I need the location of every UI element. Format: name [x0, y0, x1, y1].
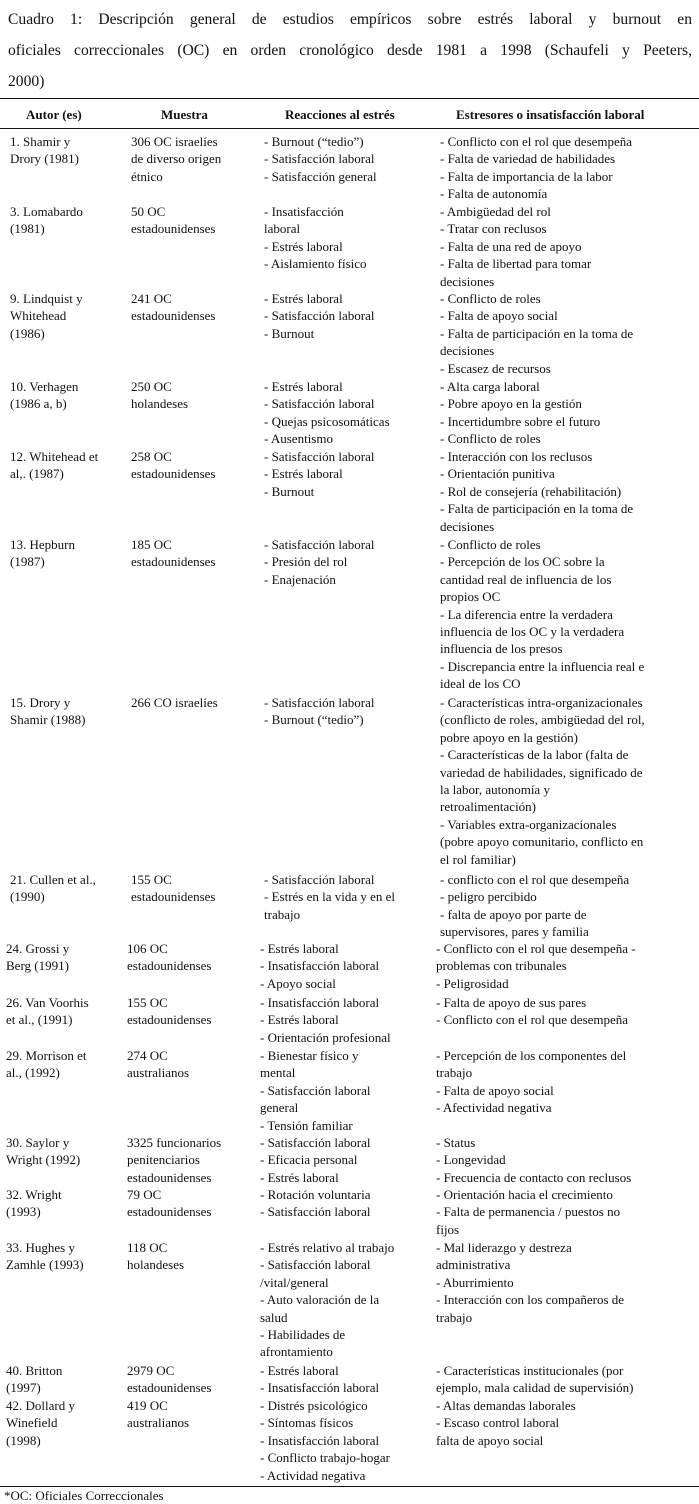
cell-line: (1993): [6, 1204, 41, 1220]
cell-line: ideal de los CO: [440, 676, 521, 692]
cell-line: - Estrés laboral: [264, 291, 343, 306]
cell-line: de diverso origen: [131, 151, 222, 167]
cell-line: 419 OC: [127, 1398, 168, 1413]
cell-line: variedad de habilidades, significado de: [440, 764, 643, 780]
sample-cell: [131, 378, 255, 413]
author-cell: [6, 994, 118, 1029]
cell-line: fijos: [436, 1221, 460, 1237]
cell-line: 9. Lindquist y: [10, 291, 83, 306]
cell-line: - Peligrosidad: [436, 975, 509, 991]
reactions-cell: [264, 378, 432, 448]
cell-line: - Características intra-organizacionales: [440, 695, 643, 710]
cell-line: mental: [260, 1065, 296, 1081]
cell-line: 26. Van Voorhis: [6, 995, 89, 1010]
cell-line: 42. Dollard y: [6, 1398, 75, 1413]
cell-line: decisiones: [440, 273, 495, 289]
cell-line: 118 OC: [127, 1240, 168, 1255]
cell-line: retroalimentación): [440, 799, 537, 815]
reactions-cell: [264, 133, 432, 185]
cell-line: (1986): [10, 325, 45, 341]
cell-line: salud: [260, 1309, 288, 1325]
author-cell: [6, 1186, 118, 1221]
stressors-cell: [436, 1134, 692, 1186]
author-cell: [6, 1134, 118, 1169]
sample-cell: [127, 940, 251, 975]
header-estresores: Estresores o insatisfacción laboral: [456, 107, 645, 122]
sample-cell: [127, 1362, 251, 1397]
cell-line: - Rol de consejería (rehabilitación): [440, 483, 622, 499]
cell-line: - Escaso control laboral: [436, 1415, 560, 1431]
cell-line: laboral: [264, 221, 301, 237]
cell-line: (1998): [6, 1432, 41, 1448]
sample-cell: [131, 448, 255, 483]
reactions-cell: [260, 994, 428, 1046]
cell-line: - Insatisfacción: [264, 204, 344, 219]
cell-line: 33. Hughes y: [6, 1240, 75, 1255]
cell-line: (conflicto de roles, ambigüedad del rol,: [440, 712, 645, 728]
cell-line: al,. (1987): [10, 466, 64, 482]
cell-line: estadounidenses: [127, 1204, 212, 1220]
cell-line: - Mal liderazgo y destreza: [436, 1240, 572, 1255]
cell-line: - Percepción de los componentes del: [436, 1048, 627, 1063]
reactions-cell: [264, 448, 432, 500]
cell-line: - Satisfacción laboral: [264, 872, 375, 887]
cell-line: - Satisfacción laboral: [260, 1135, 371, 1150]
cell-line: - Aislamiento físico: [264, 256, 367, 272]
cell-line: - Orientación profesional: [260, 1029, 391, 1045]
reactions-cell: [260, 1239, 428, 1361]
cell-line: (1986 a, b): [10, 396, 67, 412]
cell-line: - Eficacia personal: [260, 1152, 358, 1168]
author-cell: [6, 1397, 118, 1449]
stressors-cell: [436, 1186, 692, 1238]
cell-line: supervisores, pares y familia: [440, 924, 589, 940]
cell-line: - Falta de una red de apoyo: [440, 238, 582, 254]
reactions-cell: [264, 203, 432, 273]
author-cell: [6, 1239, 118, 1274]
caption-line: oficiales correccionales (OC) en orden cronológico desde 1981 a 1998 (Schaufeli y Peeters,: [8, 42, 692, 59]
stressors-cell: [440, 871, 696, 941]
sample-cell: [131, 203, 255, 238]
cell-line: 50 OC: [131, 204, 166, 219]
cell-line: - Apoyo social: [260, 975, 336, 991]
stressors-cell: [436, 1047, 692, 1117]
stressors-cell: [436, 1362, 692, 1397]
cell-line: estadounidenses: [131, 221, 216, 237]
sample-cell: [131, 871, 255, 906]
cell-line: - Conflicto de roles: [440, 537, 541, 552]
stressors-cell: [436, 1239, 692, 1326]
stressors-cell: [436, 994, 692, 1029]
cell-line: decisiones: [440, 343, 495, 359]
cell-line: 32. Wright: [6, 1187, 62, 1202]
author-cell: [10, 871, 122, 906]
cell-line: - Estrés laboral: [260, 1012, 339, 1028]
header-reacciones: Reacciones al estrés: [285, 107, 395, 122]
cell-line: - Falta de importancia de la labor: [440, 168, 613, 184]
table-caption: [8, 4, 692, 97]
cell-line: 250 OC: [131, 379, 172, 394]
cell-line: Zamhle (1993): [6, 1257, 84, 1273]
cell-line: - Satisfacción laboral: [264, 449, 375, 464]
reactions-cell: [260, 1134, 428, 1186]
cell-line: - Estrés laboral: [264, 379, 343, 394]
cell-line: - Satisfacción laboral: [264, 308, 375, 324]
author-cell: [10, 694, 122, 729]
cell-line: - Pobre apoyo en la gestión: [440, 396, 582, 412]
cell-line: - Satisfacción laboral: [260, 1257, 371, 1273]
cell-line: 2979 OC: [127, 1363, 175, 1378]
cell-line: el rol familiar): [440, 851, 516, 867]
cell-line: 12. Whitehead et: [10, 449, 99, 464]
sample-cell: [127, 1397, 251, 1432]
cell-line: (1987): [10, 554, 45, 570]
cell-line: pobre apoyo en la gestión): [440, 729, 578, 745]
cell-line: 185 OC: [131, 537, 172, 552]
cell-line: - Discrepancia entre la influencia real e: [440, 658, 645, 674]
cell-line: la labor, autonomía y: [440, 782, 550, 798]
cell-line: - Quejas psicosomáticas: [264, 413, 390, 429]
cell-line: - Insatisfacción laboral: [260, 1432, 380, 1448]
cell-line: - Estrés en la vida y en el: [264, 889, 396, 905]
table-header-rule: [0, 128, 699, 129]
sample-cell: [127, 994, 251, 1029]
cell-line: holandeses: [127, 1257, 185, 1273]
cell-line: - Estrés laboral: [260, 1363, 339, 1378]
cell-line: - Ambigüedad del rol: [440, 204, 551, 219]
stressors-cell: [440, 290, 696, 377]
footnote: *OC: Oficiales Correccionales: [4, 1488, 164, 1503]
cell-line: estadounidenses: [131, 308, 216, 324]
cell-line: - Estrés laboral: [260, 941, 339, 956]
reactions-cell: [260, 1186, 428, 1221]
cell-line: estadounidenses: [127, 958, 212, 974]
cell-line: - Falta de apoyo social: [436, 1082, 554, 1098]
cell-line: - Falta de apoyo de sus pares: [436, 995, 587, 1010]
cell-line: trabajo: [436, 1065, 473, 1081]
author-cell: [6, 1362, 118, 1397]
cell-line: - falta de apoyo por parte de: [440, 906, 587, 922]
cell-line: - Satisfacción laboral: [264, 695, 375, 710]
cell-line: - Satisfacción laboral: [264, 537, 375, 552]
cell-line: - La diferencia entre la verdadera: [440, 606, 613, 622]
sample-cell: [127, 1239, 251, 1274]
cell-line: - Falta de participación en la toma de: [440, 325, 634, 341]
cell-line: étnico: [131, 168, 163, 184]
cell-line: 40. Britton: [6, 1363, 63, 1378]
cell-line: - Afectividad negativa: [436, 1100, 552, 1116]
cell-line: /vital/general: [260, 1274, 329, 1290]
cell-line: - Satisfacción laboral: [264, 396, 375, 412]
sample-cell: [131, 133, 255, 185]
sample-cell: [127, 1134, 251, 1186]
cell-line: - Características de la labor (falta de: [440, 747, 629, 763]
stressors-cell: [440, 203, 696, 290]
cell-line: (pobre apoyo comunitario, conflicto en: [440, 834, 644, 850]
cell-line: 10. Verhagen: [10, 379, 79, 394]
header-muestra: Muestra: [161, 107, 208, 122]
cell-line: Wright (1992): [6, 1152, 81, 1168]
cell-line: - Rotación voluntaria: [260, 1187, 371, 1202]
cell-line: problemas con tribunales: [436, 958, 567, 974]
cell-line: (1981): [10, 221, 45, 237]
cell-line: et al., (1991): [6, 1012, 73, 1028]
cell-line: - Distrés psicológico: [260, 1398, 368, 1413]
cell-line: 266 CO israelíes: [131, 695, 218, 710]
author-cell: [10, 536, 122, 571]
cell-line: Shamir (1988): [10, 712, 86, 728]
cell-line: - Falta de variedad de habilidades: [440, 151, 616, 167]
cell-line: - peligro percibido: [440, 889, 537, 905]
cell-line: - Tensión familiar: [260, 1117, 353, 1133]
cell-line: estadounidenses: [127, 1169, 212, 1185]
cell-line: estadounidenses: [131, 554, 216, 570]
cell-line: Drory (1981): [10, 151, 79, 167]
cell-line: 241 OC: [131, 291, 172, 306]
reactions-cell: [264, 290, 432, 342]
cell-line: influencia de los OC y la verdadera: [440, 624, 625, 640]
sample-cell: [131, 694, 255, 711]
cell-line: - Conflicto de roles: [440, 431, 541, 447]
cell-line: al., (1992): [6, 1065, 60, 1081]
cell-line: 21. Cullen et al.,: [10, 872, 96, 887]
cell-line: 106 OC: [127, 941, 168, 956]
cell-line: - Falta de libertad para tomar: [440, 256, 592, 272]
cell-line: (1990): [10, 889, 45, 905]
cell-line: 1. Shamir y: [10, 134, 71, 149]
cell-line: Berg (1991): [6, 958, 69, 974]
cell-line: 274 OC: [127, 1048, 168, 1063]
table-top-rule: [0, 98, 699, 99]
cell-line: 79 OC: [127, 1187, 162, 1202]
cell-line: - Burnout (“tedio”): [264, 134, 364, 149]
cell-line: - Estrés laboral: [260, 1169, 339, 1185]
cell-line: 3. Lomabardo: [10, 204, 83, 219]
cell-line: - Conflicto con el rol que desempeña: [436, 1012, 629, 1028]
sample-cell: [127, 1047, 251, 1082]
cell-line: - Auto valoración de la: [260, 1292, 380, 1308]
reactions-cell: [264, 694, 432, 729]
author-cell: [10, 290, 122, 342]
reactions-cell: [260, 940, 428, 992]
caption-line: 2000): [8, 73, 45, 90]
cell-line: estadounidenses: [131, 889, 216, 905]
cell-line: administrativa: [436, 1257, 511, 1273]
reactions-cell: [260, 1397, 428, 1484]
cell-line: australianos: [127, 1415, 190, 1431]
stressors-cell: [436, 940, 692, 992]
cell-line: propios OC: [440, 589, 501, 605]
cell-line: Whitehead: [10, 308, 67, 324]
cell-line: - Bienestar físico y: [260, 1048, 359, 1063]
cell-line: ejemplo, mala calidad de supervisión): [436, 1380, 634, 1396]
author-cell: [6, 1047, 118, 1082]
stressors-cell: [440, 536, 696, 693]
cell-line: - Satisfacción general: [264, 168, 377, 184]
cell-line: - Aburrimiento: [436, 1274, 514, 1290]
cell-line: - Satisfacción laboral: [260, 1204, 371, 1220]
cell-line: holandeses: [131, 396, 189, 412]
cell-line: cantidad real de influencia de los: [440, 571, 612, 587]
author-cell: [10, 203, 122, 238]
cell-line: - Enajenación: [264, 571, 336, 587]
cell-line: - Interacción con los reclusos: [440, 449, 593, 464]
cell-line: - Alta carga laboral: [440, 379, 540, 394]
sample-cell: [131, 290, 255, 325]
cell-line: - Falta de apoyo social: [440, 308, 558, 324]
stressors-cell: [440, 694, 696, 868]
cell-line: - Satisfacción laboral: [260, 1082, 371, 1098]
cell-line: 3325 funcionarios: [127, 1135, 222, 1150]
cell-line: afrontamiento: [260, 1344, 333, 1360]
cell-line: - Frecuencia de contacto con reclusos: [436, 1169, 632, 1185]
reactions-cell: [264, 536, 432, 588]
cell-line: 155 OC: [127, 995, 168, 1010]
cell-line: trabajo: [264, 906, 301, 922]
cell-line: - Falta de permanencia / puestos no: [436, 1204, 621, 1220]
cell-line: influencia de los presos: [440, 641, 563, 657]
cell-line: australianos: [127, 1065, 190, 1081]
reactions-cell: [264, 871, 432, 923]
cell-line: falta de apoyo social: [436, 1432, 544, 1448]
cell-line: 258 OC: [131, 449, 172, 464]
cell-line: - Insatisfacción laboral: [260, 995, 380, 1010]
cell-line: - Conflicto trabajo-hogar: [260, 1450, 390, 1466]
author-cell: [10, 378, 122, 413]
cell-line: (1997): [6, 1380, 41, 1396]
cell-line: 155 OC: [131, 872, 172, 887]
cell-line: - Falta de autonomía: [440, 186, 548, 202]
reactions-cell: [260, 1362, 428, 1397]
cell-line: - Estrés laboral: [264, 466, 343, 482]
cell-line: - Insatisfacción laboral: [260, 958, 380, 974]
cell-line: - Orientación hacia el crecimiento: [436, 1187, 613, 1202]
cell-line: - Escasez de recursos: [440, 360, 551, 376]
caption-line: Cuadro 1: Descripción general de estudios empíricos sobre estrés laboral y burnout en: [8, 11, 692, 28]
cell-line: general: [260, 1100, 299, 1116]
cell-line: 13. Hepburn: [10, 537, 75, 552]
cell-line: - Burnout (“tedio”): [264, 712, 364, 728]
cell-line: - Estrés relativo al trabajo: [260, 1240, 395, 1255]
stressors-cell: [440, 378, 696, 448]
cell-line: - Satisfacción laboral: [264, 151, 375, 167]
cell-line: - conflicto con el rol que desempeña: [440, 872, 630, 887]
cell-line: - Insatisfacción laboral: [260, 1380, 380, 1396]
header-autor: Autor (es): [26, 107, 82, 122]
cell-line: - Conflicto con el rol que desempeña -: [436, 941, 636, 956]
cell-line: - Burnout: [264, 325, 315, 341]
cell-line: decisiones: [440, 518, 495, 534]
reactions-cell: [260, 1047, 428, 1134]
cell-line: estadounidenses: [127, 1380, 212, 1396]
cell-line: estadounidenses: [131, 466, 216, 482]
cell-line: - Presión del rol: [264, 554, 348, 570]
cell-line: - Interacción con los compañeros de: [436, 1292, 625, 1308]
author-cell: [10, 448, 122, 483]
cell-line: 24. Grossi y: [6, 941, 70, 956]
cell-line: - Status: [436, 1135, 476, 1150]
stressors-cell: [436, 1397, 692, 1449]
cell-line: - Incertidumbre sobre el futuro: [440, 413, 601, 429]
cell-line: - Longevidad: [436, 1152, 506, 1168]
stressors-cell: [440, 448, 696, 535]
cell-line: Winefield: [6, 1415, 58, 1431]
sample-cell: [127, 1186, 251, 1221]
cell-line: - Tratar con reclusos: [440, 221, 547, 237]
cell-line: estadounidenses: [127, 1012, 212, 1028]
cell-line: - Variables extra-organizacionales: [440, 816, 617, 832]
sample-cell: [131, 536, 255, 571]
cell-line: - Características institucionales (por: [436, 1363, 624, 1378]
author-cell: [10, 133, 122, 168]
cell-line: - Conflicto con el rol que desempeña: [440, 134, 633, 149]
stressors-cell: [440, 133, 696, 203]
cell-line: - Altas demandas laborales: [436, 1398, 576, 1413]
cell-line: - Estrés laboral: [264, 238, 343, 254]
cell-line: - Falta de participación en la toma de: [440, 501, 634, 517]
cell-line: - Habilidades de: [260, 1327, 346, 1343]
cell-line: - Conflicto de roles: [440, 291, 541, 306]
author-cell: [6, 940, 118, 975]
cell-line: penitenciarios: [127, 1152, 200, 1168]
cell-line: 30. Saylor y: [6, 1135, 70, 1150]
cell-line: 15. Drory y: [10, 695, 71, 710]
cell-line: trabajo: [436, 1309, 473, 1325]
cell-line: - Burnout: [264, 483, 315, 499]
cell-line: - Ausentismo: [264, 431, 333, 447]
cell-line: 306 OC israelíes: [131, 134, 218, 149]
cell-line: - Síntomas físicos: [260, 1415, 354, 1431]
cell-line: 29. Morrison et: [6, 1048, 87, 1063]
cell-line: - Orientación punitiva: [440, 466, 555, 482]
cell-line: - Percepción de los OC sobre la: [440, 554, 605, 570]
cell-line: - Actividad negativa: [260, 1467, 366, 1483]
